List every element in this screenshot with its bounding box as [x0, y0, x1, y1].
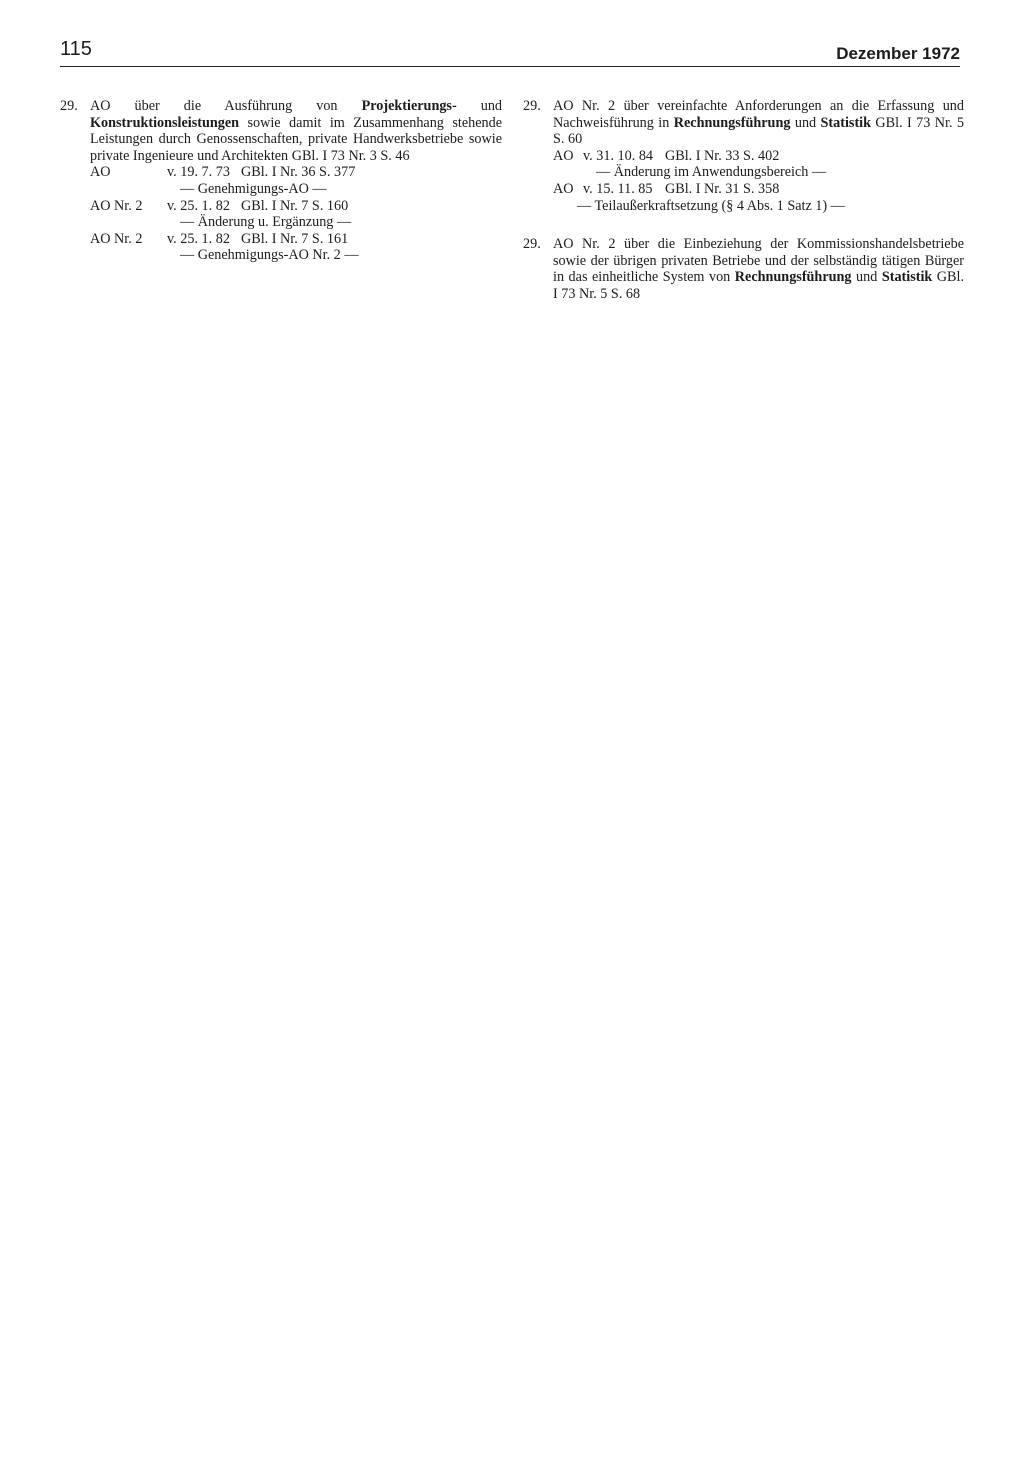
ref-source: GBl. I Nr. 33 S. 402: [665, 147, 780, 164]
desc-keyword: Rechnungsführung: [673, 114, 791, 131]
reference-line: [553, 148, 964, 165]
desc-text: AO über die Ausführung von: [90, 98, 362, 114]
ref-note: — Änderung im Anwendungsbereich —: [596, 164, 827, 181]
entry-rechnungsfuehrung-anforderungen: [523, 98, 964, 214]
ref-date: v. 19. 7. 73: [167, 164, 230, 181]
desc-keyword: Statistik: [881, 269, 933, 286]
ref-type: AO: [553, 147, 574, 164]
ref-date: v. 15. 11. 85: [583, 180, 653, 197]
entry-description: [553, 98, 964, 148]
desc-text: sowie damit im Zusammenhang stehende Leistungen durch Genossenschaften, private Handwerksbetriebe sowie private Ingenieure und Architekten GBl. I 73 Nr. 3 S. 46: [90, 114, 502, 164]
entry-number: 29.: [523, 236, 541, 253]
desc-text: und: [851, 269, 882, 286]
entry-description: [553, 236, 964, 302]
header-rule: [60, 66, 960, 67]
page-header: [60, 38, 960, 68]
ref-note: — Teilaußerkraftsetzung (§ 4 Abs. 1 Satz 1) —: [577, 197, 845, 214]
ref-type: AO Nr. 2: [90, 230, 143, 247]
entry-number: 29.: [60, 98, 78, 114]
reference-line: [90, 164, 502, 181]
desc-text: und: [456, 98, 503, 114]
desc-text: AO Nr. 2 über vereinfachte Anforderungen an die Erfassung und Nachweisführung in: [553, 98, 964, 131]
ref-source: GBl. I Nr. 7 S. 160: [241, 197, 349, 214]
header-date: Dezember 1972: [836, 44, 960, 63]
desc-text: GBl. I 73 Nr. 5 S. 60: [553, 114, 965, 148]
reference-line: [553, 181, 964, 198]
entry-number: 29.: [523, 98, 541, 114]
desc-text: GBl. I 73 Nr. 5 S. 68: [553, 269, 965, 302]
ref-source: GBl. I Nr. 31 S. 358: [665, 180, 780, 197]
desc-keyword: Statistik: [820, 114, 871, 131]
entry-description: [90, 98, 502, 164]
ref-note: — Genehmigungs-AO Nr. 2 —: [180, 247, 359, 264]
left-column: [60, 98, 502, 264]
right-column: [523, 98, 964, 303]
ref-type: AO: [553, 180, 574, 197]
ref-date: v. 25. 1. 82: [167, 197, 230, 214]
ref-date: v. 31. 10. 84: [583, 147, 654, 164]
ref-source: GBl. I Nr. 36 S. 377: [241, 164, 356, 181]
ref-source: GBl. I Nr. 7 S. 161: [241, 230, 349, 247]
ref-type: AO Nr. 2: [90, 197, 143, 214]
desc-text: und: [790, 114, 821, 131]
ref-date: v. 25. 1. 82: [167, 230, 230, 247]
page-number: 115: [60, 38, 92, 60]
desc-text: AO Nr. 2 über die Einbeziehung der Kommissionshandelsbetriebe sowie der übrigen privaten Betriebe und der selbständig tätigen Bürger in das einheitliche System von: [553, 236, 964, 286]
reference-line: [90, 198, 502, 215]
desc-keyword: Rechnungsführung: [734, 269, 852, 286]
ref-note: — Änderung u. Ergänzung —: [180, 214, 352, 231]
ref-type: AO: [90, 164, 111, 181]
ref-note: — Genehmigungs-AO —: [180, 180, 327, 197]
desc-keyword: Konstruktionsleistungen: [90, 114, 240, 131]
entry-projektierungsleistungen: [60, 98, 502, 264]
entry-kommissionshandelsbetriebe: [523, 236, 964, 302]
reference-line: [90, 231, 502, 248]
desc-keyword: Projektierungs-: [361, 98, 457, 114]
